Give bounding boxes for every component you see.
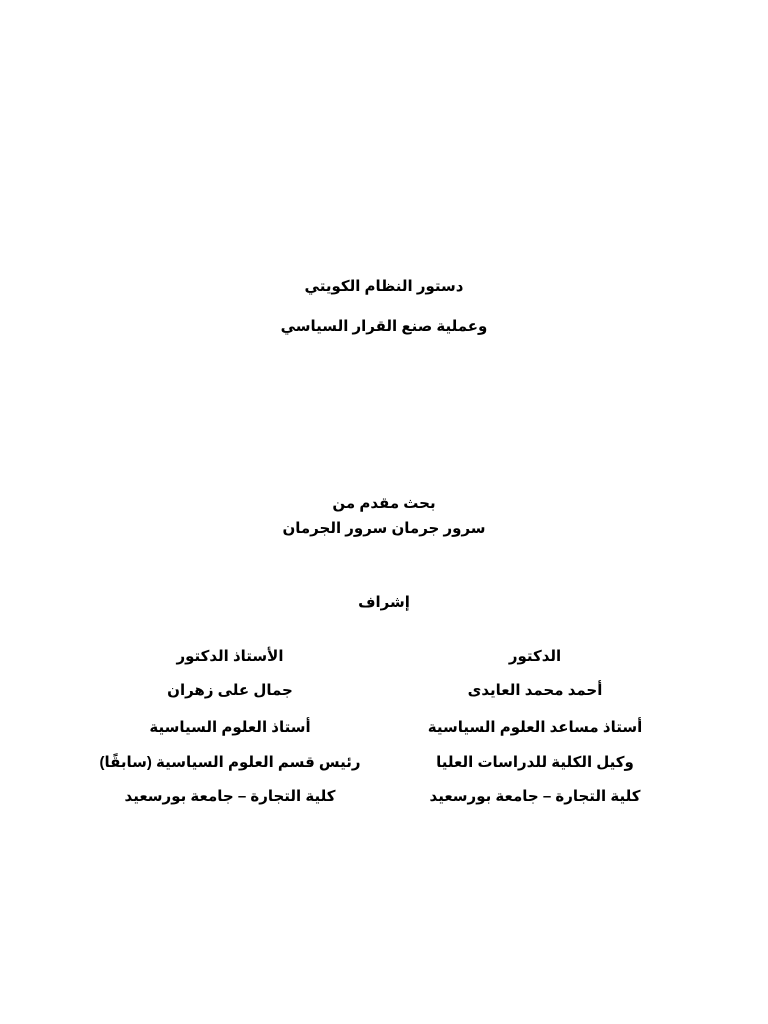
supervisor-1-position-2: وكيل الكلية للدراسات العليا <box>436 754 634 771</box>
author-name: سرور جرمان سرور الجرمان <box>282 520 486 537</box>
title-line-1: دستور النظام الكويتي <box>304 278 464 295</box>
supervision-label: إشراف <box>358 594 410 611</box>
supervisor-2-position-1: أستاذ العلوم السياسية <box>149 719 311 736</box>
supervisor-1-position-3: كلية التجارة – جامعة بورسعيد <box>429 788 641 805</box>
supervisor-1-position-1: أستاذ مساعد العلوم السياسية <box>427 719 643 736</box>
supervisor-1-name: أحمد محمد العايدى <box>467 682 603 699</box>
title-line-2: وعملية صنع القرار السياسي <box>280 318 488 335</box>
supervisor-2-title: الأستاذ الدكتور <box>176 648 284 665</box>
supervisor-2-name: جمال على زهران <box>167 682 293 699</box>
submitted-by-label: بحث مقدم من <box>332 495 436 512</box>
supervisor-1-title: الدكتور <box>508 648 562 665</box>
supervisor-2-position-3: كلية التجارة – جامعة بورسعيد <box>124 788 336 805</box>
supervisor-2-position-2: رئيس قسم العلوم السياسية (سابقًا) <box>99 754 361 771</box>
